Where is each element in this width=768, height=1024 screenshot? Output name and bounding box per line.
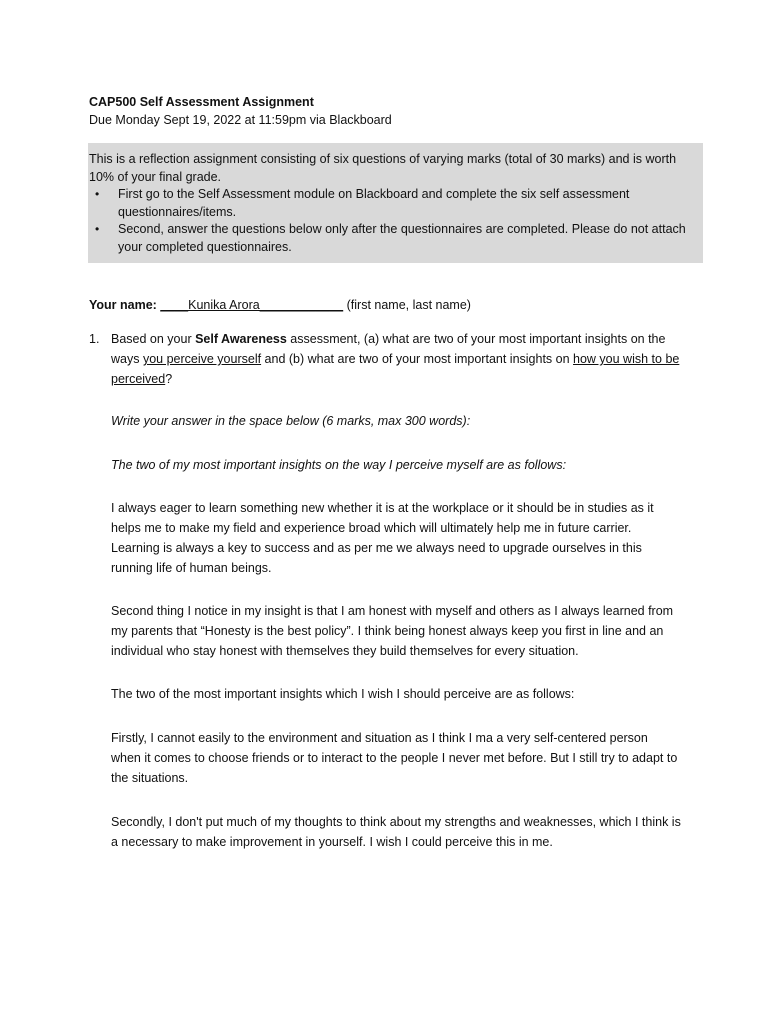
student-name-line xyxy=(89,296,471,314)
answer-paragraph-4: Secondly, I don't put much of my thoughts to think about my strengths and weaknesses, which I think is a necessary to make improvement in yourself. I wish I could perceive this in me. xyxy=(111,815,681,849)
answer-intro-wish: The two of the most important insights which I wish I should perceive are as follows: xyxy=(111,687,575,701)
question-text-part: assessment, (a) what are two of your most important insights on the ways xyxy=(111,332,666,366)
bullet-icon: • xyxy=(95,222,100,236)
answer-intro-perceive: The two of my most important insights on the way I perceive myself are as follows: xyxy=(111,458,567,472)
question-text-part: ? xyxy=(165,372,173,386)
question-text-part: and (b) what are two of your most important insights on xyxy=(261,352,574,366)
name-label: Your name: xyxy=(89,298,157,312)
instructions-box xyxy=(88,143,703,263)
question-number: 1. xyxy=(89,332,100,346)
question-text-part: Based on your xyxy=(111,332,196,346)
instruction-item xyxy=(89,186,703,221)
name-hint: (first name, last name) xyxy=(343,298,471,312)
question-underlined-term: you perceive yourself xyxy=(142,352,262,366)
question-text xyxy=(111,329,686,389)
instruction-item xyxy=(89,221,703,256)
assignment-title: CAP500 Self Assessment Assignment xyxy=(89,95,314,109)
bullet-icon: • xyxy=(95,187,100,201)
answer-instruction: Write your answer in the space below (6 marks, max 300 words): xyxy=(111,414,471,428)
answer-paragraph-3: Firstly, I cannot easily to the environment and situation as I think I ma a very self-centered person when it comes to choose friends or to interact to the people I never met before. But I still try to adapt to the situations. xyxy=(111,731,678,785)
question-bold-term: Self Awareness xyxy=(195,332,287,346)
document-header xyxy=(89,93,709,129)
answer-paragraph-2: Second thing I notice in my insight is that I am honest with myself and others as I always learned from my parents that “Honesty is the best policy”. I think being honest always keep you first in line and an individual who stay honest with themselves they build themselves for every situation. xyxy=(111,604,674,658)
student-name-value: ____Kunika Arora____________ xyxy=(160,298,344,312)
instruction-text: Second, answer the questions below only after the questionnaires are completed. Please do not attach your completed questionnaires. xyxy=(118,222,686,254)
instructions-intro: This is a reflection assignment consisting of six questions of varying marks (total of 30 marks) and is worth 10% of your final grade. xyxy=(89,152,677,184)
due-date: Due Monday Sept 19, 2022 at 11:59pm via Blackboard xyxy=(89,113,392,127)
question-1 xyxy=(89,329,689,389)
answer-paragraph-1: I always eager to learn something new whether it is at the workplace or it should be in studies as it helps me to make my field and experience broad which will ultimately help me in future carrier. Learning is always a key to success and as per me we always need to upgrade ourselves in this running life of human beings. xyxy=(111,501,654,575)
question-underlined-term: how you wish to be perceived xyxy=(111,352,680,386)
instructions-list xyxy=(89,186,703,256)
instruction-text: First go to the Self Assessment module on Blackboard and complete the six self assessment questionnaires/items. xyxy=(118,187,630,219)
